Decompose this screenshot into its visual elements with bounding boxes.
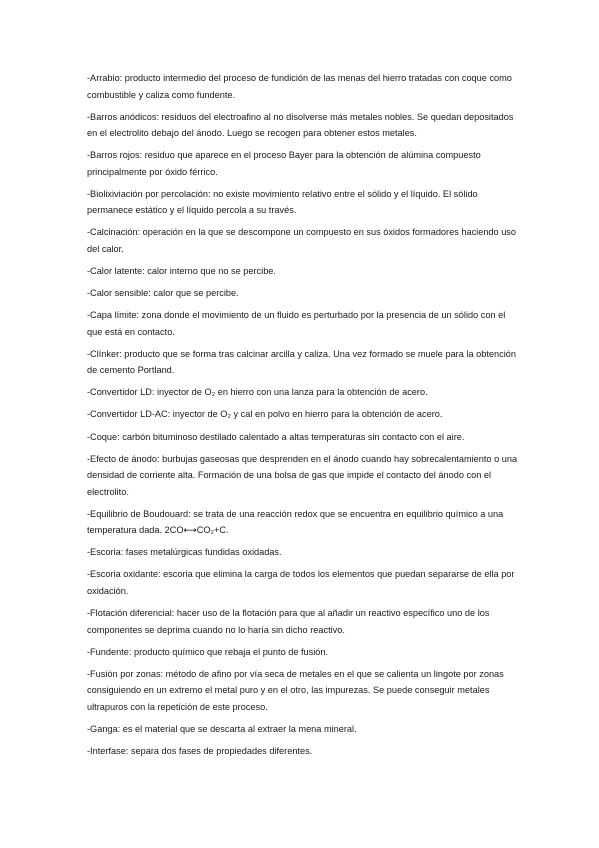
glossary-entry	[87, 743, 519, 760]
entry-text: -Ganga: es el material que se descarta al extraer la mena mineral.	[87, 723, 357, 734]
glossary-entry	[87, 544, 519, 561]
entry-text: -Barros anódicos: residuos del electroafino al no disolverse más metales nobles. Se quedan depositados en el electrolito debajo del ánodo. Luego se recogen para obtener estos metales.	[87, 111, 514, 139]
entry-text: -Calor sensible: calor que se percibe.	[87, 288, 239, 299]
glossary-entry	[87, 605, 519, 638]
glossary-entry	[87, 406, 519, 423]
entry-text: -Convertidor LD: inyector de O₂ en hierro con una lanza para la obtención de acero.	[87, 387, 428, 398]
glossary-entry	[87, 346, 519, 379]
entry-text: -Arrabio: producto intermedio del proceso de fundición de las menas del hierro tratadas con coque como combustible y caliza como fundente.	[87, 73, 512, 100]
entry-text: -Coque: carbón bituminoso destilado calentado a altas temperaturas sin contacto con el aire.	[87, 431, 465, 442]
entry-text: -Calcinación: operación en la que se descompone un compuesto en sus óxidos formadores haciendo uso del calor.	[87, 227, 517, 254]
glossary-entry	[87, 285, 519, 302]
glossary-entry	[87, 721, 519, 738]
glossary-entry	[87, 263, 519, 280]
glossary-entry	[87, 384, 519, 401]
entry-text: -Calor latente: calor interno que no se percibe.	[87, 265, 276, 276]
entry-text: -Convertidor LD-AC: inyector de O₂ y cal en polvo en hierro para la obtención de acero.	[87, 409, 443, 420]
entry-text: -Escoria: fases metalúrgicas fundidas oxidadas.	[87, 547, 282, 558]
glossary-entry	[87, 644, 519, 661]
glossary-body	[87, 70, 519, 765]
glossary-entry	[87, 186, 519, 219]
entry-text: -Fundente: producto químico que rebaja el punto de fusión.	[87, 646, 329, 657]
glossary-entry	[87, 109, 519, 142]
entry-text: -Flotación diferencial: hacer uso de la flotación para que al añadir un reactivo específico uno de los componentes se deprima cuando no lo haría sin dicho reactivo.	[87, 608, 490, 635]
glossary-entry	[87, 666, 519, 716]
glossary-entry	[87, 451, 519, 501]
glossary-entry	[87, 506, 519, 539]
entry-text: -Clínker: producto que se forma tras calcinar arcilla y caliza. Una vez formado se muele para la obtención de cemento Portland.	[87, 348, 516, 376]
glossary-entry	[87, 224, 519, 257]
entry-text: -Capa límite: zona donde el movimiento de un fluido es perturbado por la presencia de un sólido con el que está en contacto.	[87, 310, 506, 337]
entry-text: -Fusión por zonas: método de afino por vía seca de metales en el que se calienta un lingote por zonas consiguiendo en un extremo el metal puro y en el otro, las impurezas. Se puede conseguir metales ultrapuros con la repetición de este proceso.	[87, 668, 504, 712]
glossary-entry	[87, 429, 519, 446]
entry-text: -Barros rojos: residuo que aparece en el proceso Bayer para la obtención de alúmina compuesto principalmente por óxido férrico.	[87, 150, 481, 177]
entry-text: -Escoria oxidante: escoria que elimina la carga de todos los elementos que puedan separarse de ella por oxidación.	[87, 569, 515, 596]
entry-text: -Interfase: separa dos fases de propiedades diferentes.	[87, 745, 313, 756]
entry-text: -Biolixiviación por percolación: no existe movimiento relativo entre el sólido y el líquido. El sólido permanece estático y el líquido percola a su través.	[87, 188, 478, 216]
entry-text: -Equilibrio de Boudouard: se trata de una reacción redox que se encuentra en equilibrio químico a una temperatura dada. 2CO⟷CO₂+C.	[87, 508, 504, 536]
glossary-entry	[87, 307, 519, 340]
glossary-entry	[87, 566, 519, 599]
glossary-entry	[87, 147, 519, 180]
glossary-entry	[87, 70, 519, 103]
entry-text: -Efecto de ánodo: burbujas gaseosas que desprenden en el ánodo cuando hay sobrecalentamiento o una densidad de corriente alta. Formación de una bolsa de gas que impide el contacto del ánodo con el electrolito.	[87, 453, 518, 497]
